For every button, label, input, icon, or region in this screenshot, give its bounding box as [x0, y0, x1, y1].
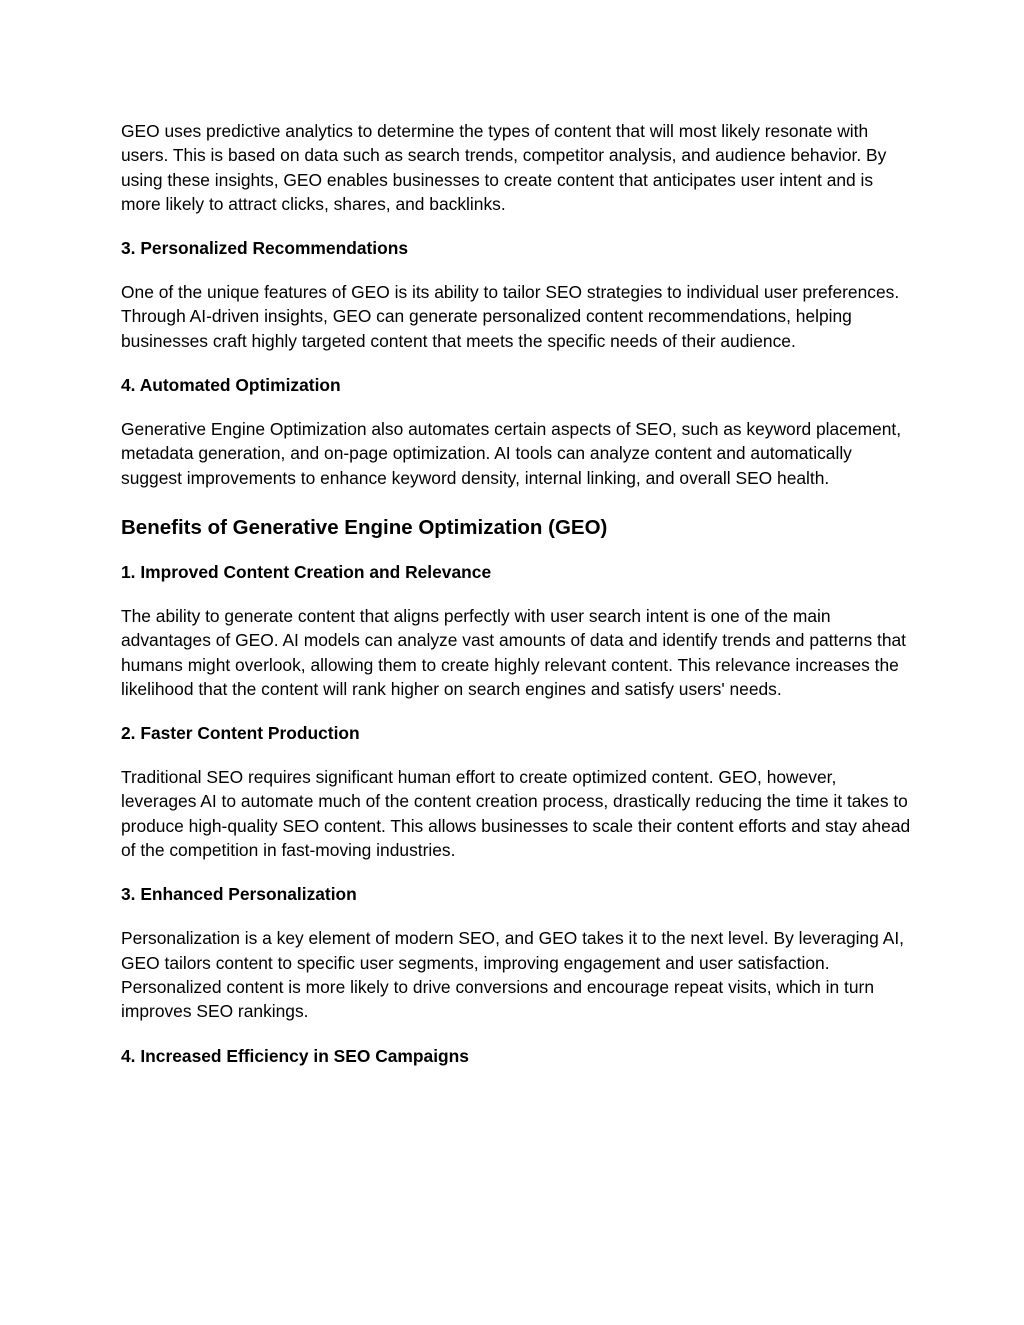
paragraph-enhanced-personalization: Personalization is a key element of modern SEO, and GEO takes it to the next level. By leveraging AI, GEO tailors content to specific user segments, improving engagement and user satisfaction. Personalized content is more likely to drive conversions and encourage repeat visits, which in turn improves SEO rankings.: [121, 928, 904, 1022]
intro-paragraph: GEO uses predictive analytics to determine the types of content that will most likely resonate with users. This is based on data such as search trends, competitor analysis, and audience behavior. By using these insights, GEO enables businesses to create content that anticipates user intent and is more likely to attract clicks, shares, and backlinks.: [121, 121, 887, 214]
paragraph-faster-production: Traditional SEO requires significant human effort to create optimized content. GEO, however, leverages AI to automate much of the content creation process, drastically reducing the time it takes to produce high-quality SEO content. This allows businesses to scale their content efforts and stay ahead of the competition in fast-moving industries.: [121, 767, 911, 861]
section-heading-faster-production: 2. Faster Content Production: [121, 723, 360, 744]
section-heading-enhanced-personalization: 3. Enhanced Personalization: [121, 884, 357, 905]
section-heading-personalized-recommendations: 3. Personalized Recommendations: [121, 238, 409, 259]
section-heading-increased-efficiency: 4. Increased Efficiency in SEO Campaigns: [121, 1045, 469, 1066]
paragraph-personalized-recommendations: One of the unique features of GEO is its ability to tailor SEO strategies to individual user preferences. Through AI-driven insights, GEO can generate personalized content recommendations, helping businesses craft highly targeted content that meets the specific needs of their audience.: [121, 282, 900, 351]
section-heading-improved-content: 1. Improved Content Creation and Relevance: [121, 561, 492, 582]
document-page: [121, 119, 911, 1068]
paragraph-automated-optimization: Generative Engine Optimization also automates certain aspects of SEO, such as keyword placement, metadata generation, and on-page optimization. AI tools can analyze content and automatically suggest improvements to enhance keyword density, internal linking, and overall SEO health.: [121, 419, 902, 488]
benefits-heading: Benefits of Generative Engine Optimization (GEO): [121, 515, 608, 539]
section-heading-automated-optimization: 4. Automated Optimization: [121, 375, 341, 396]
paragraph-improved-content: The ability to generate content that aligns perfectly with user search intent is one of the main advantages of GEO. AI models can analyze vast amounts of data and identify trends and patterns that humans might overlook, allowing them to create highly relevant content. This relevance increases the likelihood that the content will rank higher on search engines and satisfy users' needs.: [121, 605, 906, 699]
